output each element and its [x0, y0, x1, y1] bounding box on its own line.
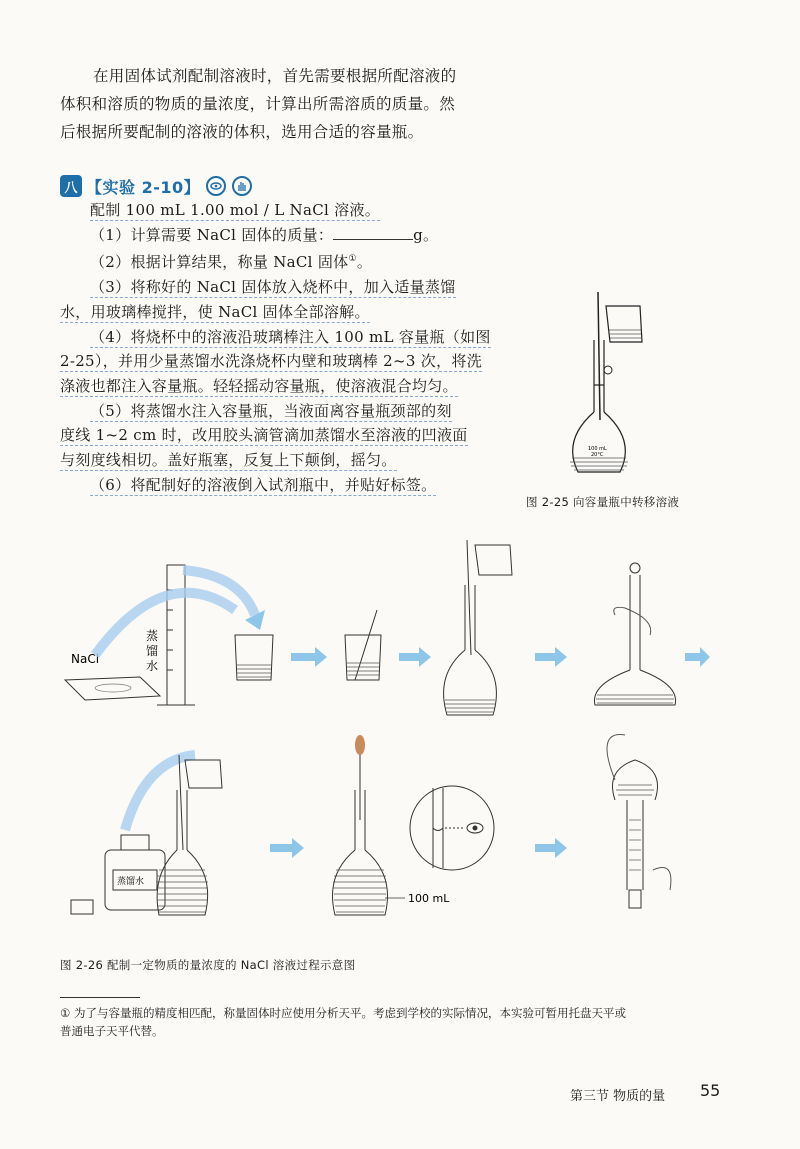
swirl-flask [594, 563, 675, 705]
volume-label: 100 mL [408, 892, 450, 905]
answer-blank [333, 225, 413, 240]
figure-2-25-illustration [560, 290, 680, 490]
meniscus-zoom [410, 786, 494, 870]
page-number: 55 [700, 1081, 721, 1100]
straight-arrow [685, 647, 710, 667]
step-5: （5）将蒸馏水注入容量瓶，当液面离容量瓶颈部的刻 [90, 401, 452, 420]
distilled-water-char: 蒸 [146, 629, 159, 643]
experiment-heading [60, 174, 252, 198]
straight-arrow [270, 838, 304, 858]
curved-arrow [125, 755, 195, 830]
dropper-flask-liquid [333, 870, 387, 912]
step-4: （4）将烧杯中的溶液沿玻璃棒注入 100 mL 容量瓶（如图 [90, 327, 491, 346]
intro-line: 在用固体试剂配制溶液时，首先需要根据所配溶液的 [93, 67, 457, 85]
experiment-badge: 八 [60, 175, 82, 197]
bottle-label: 蒸馏水 [117, 877, 145, 887]
inverted-flask [607, 735, 671, 908]
transfer-flask [444, 540, 512, 715]
swirl-flask-liquid [596, 695, 674, 703]
dropper-flask [333, 755, 388, 915]
beaker-1-liquid [237, 665, 271, 677]
experiment-title: 【实验 2-10】 [86, 177, 201, 197]
fill-flask [157, 755, 222, 915]
dropper-bulb [355, 735, 365, 755]
section-title: 第三节 物质的量 [570, 1089, 666, 1104]
flask-label: 100 mL [588, 446, 607, 452]
water-bottle [71, 835, 165, 914]
step-5-cont: 与刻度线相切。盖好瓶塞，反复上下颠倒，摇匀。 [60, 451, 397, 470]
beaker-liquid [609, 330, 641, 338]
beaker-2-liquid [347, 663, 379, 675]
fill-flask-liquid [156, 870, 208, 912]
step-1: （1）计算需要 NaCl 固体的质量： g。 [90, 225, 439, 244]
inverted-flask-liquid [616, 785, 654, 870]
straight-arrow [535, 838, 567, 858]
glass-rod [598, 292, 600, 420]
experiment-goal: 配制 100 mL 1.00 mol / L NaCl 溶液。 [90, 201, 381, 219]
curved-arrow [95, 593, 235, 655]
footnote-line: ① 为了与容量瓶的精度相匹配，称量固体时应使用分析天平。考虑到学校的实际情况，本实验可暂用托盘天平或 [60, 1006, 626, 1020]
step-6: （6）将配制好的溶液倒入试剂瓶中，并贴好标签。 [90, 475, 437, 494]
distilled-water-char: 馏 [146, 644, 159, 658]
transfer-flask-liquid [444, 700, 496, 712]
footnote [60, 1004, 720, 1040]
nacl-label: NaCl [71, 652, 100, 666]
step-3: （3）将称好的 NaCl 固体放入烧杯中，加入适量蒸馏 [90, 278, 456, 297]
straight-arrow [291, 647, 327, 667]
intro-paragraph [60, 62, 500, 146]
footnote-rule [60, 997, 140, 998]
eye-safety-icon [206, 176, 226, 196]
intro-line: 后根据所要配制的溶液的体积，选用合适的容量瓶。 [60, 123, 424, 141]
clamp-knob [604, 366, 612, 374]
step-5-cont: 度线 1~2 cm 时，改用胶头滴管滴加蒸馏水至溶液的凹液面 [60, 426, 468, 445]
figure-2-25-caption: 图 2-25 向容量瓶中转移溶液 [526, 495, 680, 509]
beaker-2 [345, 610, 381, 680]
graduated-cylinder [157, 565, 195, 705]
figure-2-26-caption: 图 2-26 配制一定物质的量浓度的 NaCl 溶液过程示意图 [60, 958, 356, 972]
step-4-cont: 涤液也都注入容量瓶。轻轻摇动容量瓶，使溶液混合均匀。 [60, 376, 458, 395]
intro-line: 体积和溶质的物质的量浓度，计算出所需溶质的质量。然 [60, 95, 456, 113]
flask-liquid [570, 458, 628, 470]
footnote-marker: ① [348, 254, 357, 265]
weighing-paper [65, 677, 160, 700]
flask-label: 20°C [591, 452, 604, 458]
figure-2-26-illustration [55, 530, 715, 950]
experiment-steps [60, 198, 492, 497]
step-3-cont: 水，用玻璃棒搅拌，使 NaCl 固体全部溶解。 [60, 302, 370, 321]
beaker [606, 306, 642, 342]
straight-arrow [535, 647, 567, 667]
straight-arrow [399, 647, 431, 667]
step-2: （2）根据计算结果，称量 NaCl 固体①。 [90, 253, 373, 272]
hand-safety-icon [232, 176, 252, 196]
distilled-water-char: 水 [146, 659, 159, 673]
footnote-line: 普通电子天平代替。 [60, 1024, 164, 1038]
step-4-cont: 2-25），并用少量蒸馏水洗涤烧杯内壁和玻璃棒 2~3 次，将洗 [60, 352, 482, 371]
